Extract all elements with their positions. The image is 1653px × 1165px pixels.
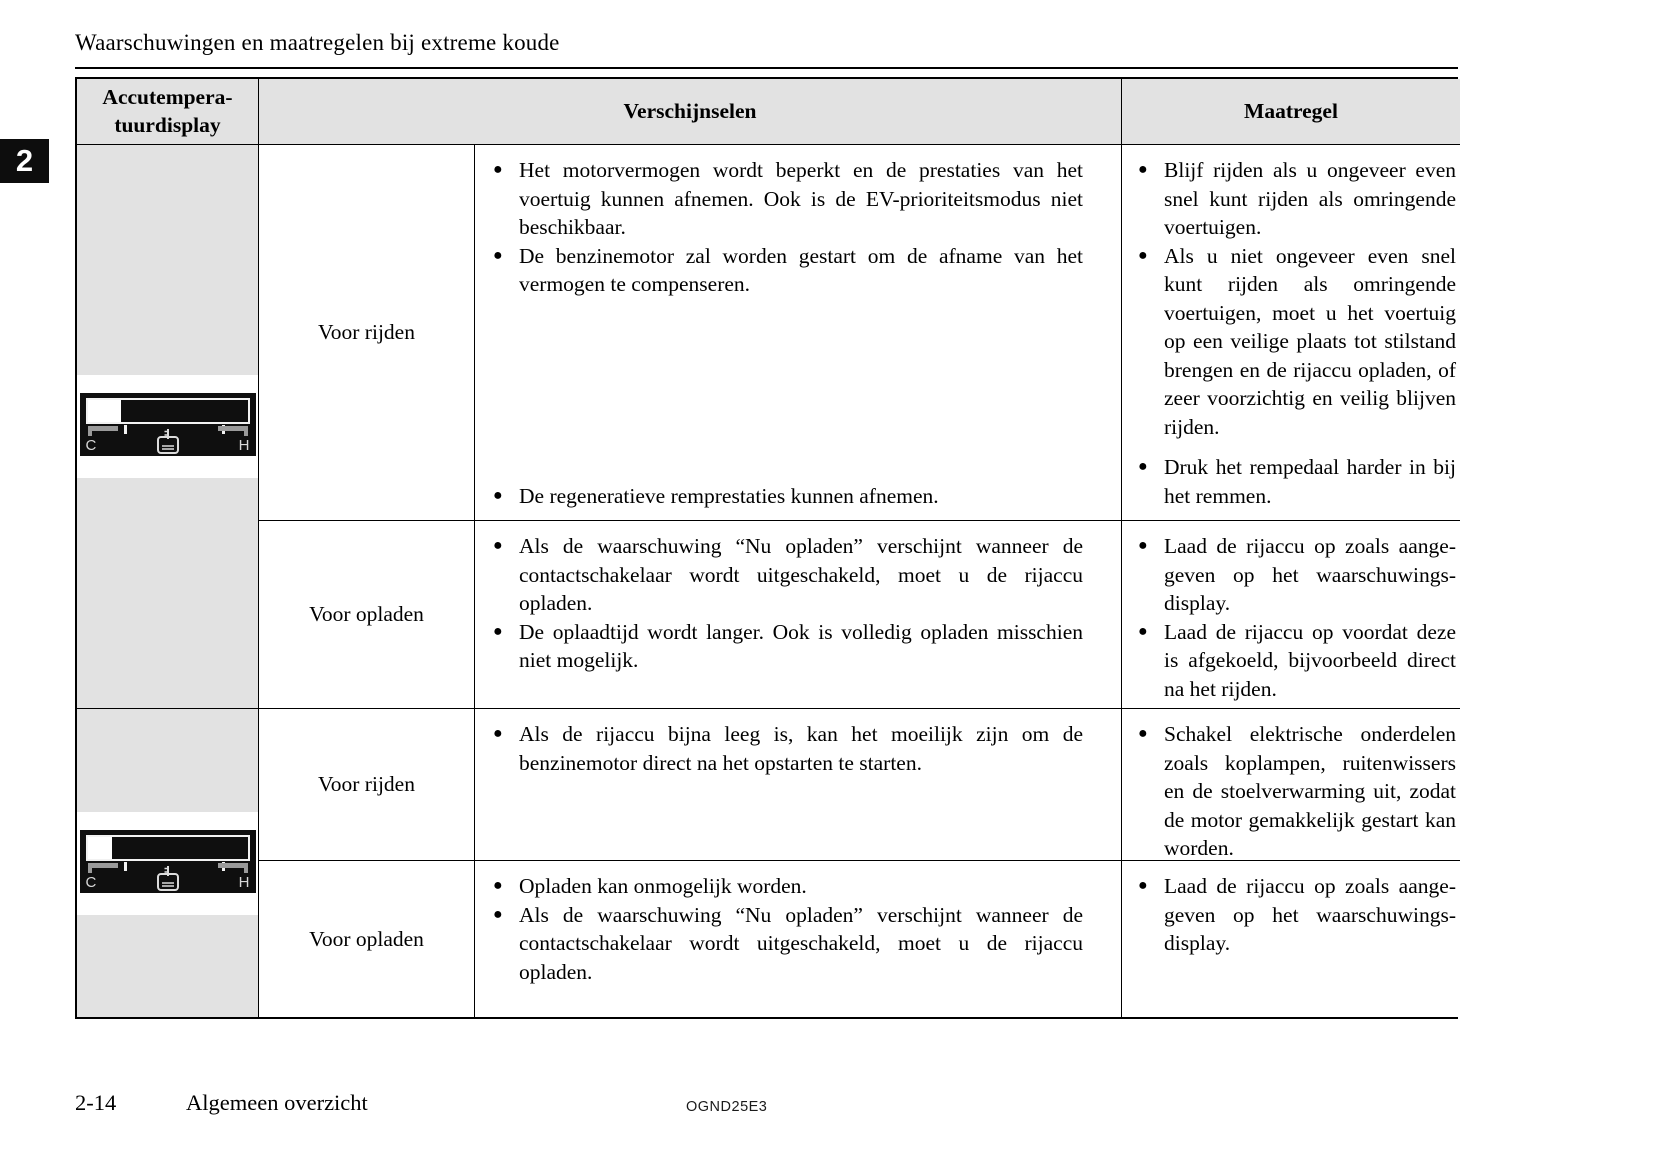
bullet-icon: ● — [1138, 725, 1148, 742]
list-item — [1138, 618, 1456, 704]
symptoms-cell — [475, 521, 1122, 709]
bullet-list — [1138, 156, 1456, 441]
battery-temp-display-2 — [77, 812, 258, 915]
list-item — [1138, 720, 1456, 863]
row-label: Voor rijden — [259, 145, 475, 521]
bullet-icon: ● — [493, 877, 503, 894]
hot-zone-bracket — [218, 426, 248, 436]
battery-temp-lcd — [80, 393, 256, 456]
cold-zone-bracket — [88, 426, 118, 436]
bullet-list — [493, 872, 1083, 986]
measures-cell — [1122, 709, 1460, 861]
measures-cell — [1122, 861, 1460, 1017]
bullet-text: De regeneratieve remprestaties kunnen afnemen. — [519, 483, 939, 508]
gauge-fill — [88, 837, 112, 859]
battery-temperature-icon — [153, 428, 183, 455]
list-item — [493, 901, 1083, 987]
bullet-icon: ● — [493, 905, 503, 923]
display-cell-2 — [77, 709, 259, 1017]
bullet-text: Schakel elektrische onderdelen zoals koplampen, ruitenwissers en de stoelverwarming uit, zodat de motor gemakkelijk gestart kan worden. — [1164, 722, 1456, 860]
symptoms-cell — [475, 861, 1122, 1017]
hot-label: H — [238, 437, 250, 454]
gauge-bar — [86, 398, 250, 424]
measures-cell — [1122, 145, 1460, 521]
bullet-text: De oplaadtijd wordt langer. Ook is volledig opladen misschien niet mogelijk. — [519, 619, 1083, 672]
bullet-icon: ● — [493, 486, 503, 504]
cold-zone-bracket — [88, 863, 118, 873]
bullet-list — [493, 532, 1083, 675]
bullet-icon: ● — [1138, 877, 1148, 894]
page-title: Waarschuwingen en maatregelen bij extreme koude — [75, 30, 560, 55]
list-item — [493, 156, 1083, 242]
display-cell-1 — [77, 145, 259, 709]
gauge-fill — [88, 400, 122, 422]
hot-zone-bracket — [218, 863, 248, 873]
list-item — [1138, 872, 1456, 958]
battery-temp-lcd — [80, 830, 256, 893]
list-item — [1138, 532, 1456, 618]
bullet-list — [493, 156, 1083, 299]
bullet-icon: ● — [1138, 458, 1148, 475]
cold-label: C — [85, 437, 97, 454]
bullet-icon: ● — [493, 622, 503, 640]
bullet-text: Laad de rijaccu op zoals aangegeven op het waarschuwingsdisplay. — [1164, 534, 1456, 615]
hot-label: H — [238, 873, 250, 891]
bullet-text: Als de waarschuwing “Nu opladen” verschijnt wanneer de contactschakelaar wordt uitgeschakeld, moet u de rijaccu opladen. — [519, 534, 1083, 615]
bullet-list — [1138, 872, 1456, 958]
bullet-text: Blijf rijden als u ongeveer even snel kunt rijden als omringende voertuigen. — [1164, 158, 1456, 239]
row-label: Voor rijden — [259, 709, 475, 861]
footer-doc-code: OGND25E3 — [686, 1099, 768, 1115]
bullet-text: Als de rijaccu bijna leeg is, kan het moeilijk zijn om de benzinemotor direct na het opstarten te starten. — [519, 722, 1083, 775]
bullet-text: Laad de rijaccu op zoals aangegeven op het waarschuwingsdisplay. — [1164, 874, 1456, 955]
bullet-text: Als u niet ongeveer even snel kunt rijden als omringende voertuigen, moet u het voertuig op een veilige plaats tot stilstand brengen en de rijaccu opladen, of zeer voorzichtig en veilig blijven rijden. — [1164, 243, 1456, 439]
bullet-text: Druk het rempedaal harder in bij het remmen. — [1164, 455, 1456, 508]
battery-temp-display-1 — [77, 375, 258, 478]
bullet-list — [493, 482, 1083, 511]
title-rule — [75, 67, 1458, 69]
bullet-list — [1138, 720, 1456, 863]
header-cell-display: Accutemperatuurdisplay — [77, 79, 259, 145]
bullet-icon: ● — [1138, 622, 1148, 640]
cold-label: C — [85, 873, 97, 891]
manual-page — [75, 30, 1458, 1019]
bullet-icon: ● — [493, 537, 503, 554]
list-item — [1138, 242, 1456, 442]
list-item — [1138, 453, 1456, 510]
chapter-tab: 2 — [0, 139, 49, 183]
bullet-list — [1138, 453, 1456, 510]
header-cell-measures: Maatregel — [1122, 79, 1460, 145]
bullet-icon: ● — [1138, 161, 1148, 178]
bullet-text: Als de waarschuwing “Nu opladen” verschijnt wanneer de contactschakelaar wordt uitgeschakeld, moet u de rijaccu opladen. — [519, 902, 1083, 984]
bullet-text: Laad de rijaccu op voordat deze is afgekoeld, bijvoorbeeld direct na het rijden. — [1164, 619, 1456, 701]
row-label: Voor opladen — [259, 861, 475, 1017]
gauge-bar — [86, 835, 250, 861]
footer-section-title: Algemeen overzicht — [186, 1090, 368, 1115]
bullet-icon: ● — [1138, 246, 1148, 264]
symptoms-cell — [475, 145, 1122, 521]
gauge-tick-left — [124, 862, 127, 871]
list-item — [493, 872, 1083, 901]
list-item — [493, 720, 1083, 777]
bullet-icon: ● — [493, 725, 503, 742]
bullet-icon: ● — [493, 246, 503, 264]
row-label: Voor opladen — [259, 521, 475, 709]
bullet-text: De benzinemotor zal worden gestart om de afname van het vermogen te compenseren. — [519, 243, 1083, 296]
bullet-list — [1138, 532, 1456, 703]
list-item — [1138, 156, 1456, 242]
bullet-icon: ● — [1138, 537, 1148, 554]
gauge-tick-left — [124, 425, 127, 434]
symptoms-cell — [475, 709, 1122, 861]
list-item — [493, 242, 1083, 299]
footer-page-number: 2-14 — [75, 1090, 117, 1115]
warning-table — [75, 77, 1458, 1019]
bullet-icon: ● — [493, 161, 503, 178]
battery-temperature-icon — [153, 865, 183, 892]
bullet-text: Opladen kan onmogelijk worden. — [519, 874, 807, 898]
list-item — [493, 618, 1083, 675]
list-item — [493, 532, 1083, 618]
measures-cell — [1122, 521, 1460, 709]
bullet-text: Het motorvermogen wordt beperkt en de prestaties van het voertuig kunnen afnemen. Ook is de EV-prioriteitsmodus niet beschikbaar. — [519, 158, 1083, 239]
bullet-list — [493, 720, 1083, 777]
list-item — [493, 482, 1083, 511]
header-cell-symptoms: Verschijnselen — [259, 79, 1122, 145]
